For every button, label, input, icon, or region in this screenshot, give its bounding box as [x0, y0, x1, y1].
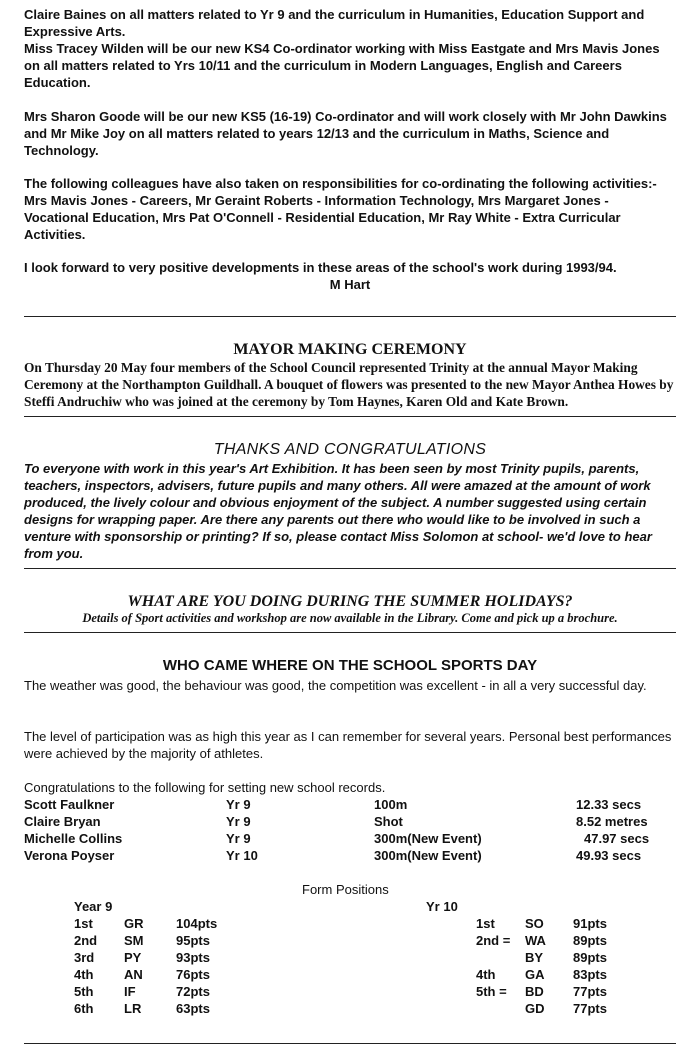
staff-paragraph-2: Miss Tracey Wilden will be our new KS4 Co-ordinator working with Miss Eastgate and Mrs Mavis Jones on all matters related to Yrs 10/11 and the curriculum in Modern Languages, English and Careers Education. [24, 41, 660, 90]
record-event: Shot [374, 814, 403, 829]
record-result: 47.97 secs [584, 831, 650, 846]
year10-label: Yr 10 [426, 899, 458, 914]
record-name: Claire Bryan [24, 814, 101, 829]
divider [24, 568, 676, 569]
form-position-row [0, 983, 700, 1000]
record-event: 300m(New Event) [374, 848, 482, 863]
year10-points: 89pts [573, 950, 607, 965]
year10-form: GA [525, 967, 545, 982]
divider [24, 1043, 676, 1044]
year9-form: AN [124, 967, 143, 982]
year10-points: 89pts [573, 933, 607, 948]
year9-points: 63pts [176, 1001, 210, 1016]
year10-points: 83pts [573, 967, 607, 982]
year9-label: Year 9 [74, 899, 113, 914]
record-result: 12.33 secs [576, 797, 642, 812]
year9-position: 4th [74, 967, 94, 982]
year9-form: GR [124, 916, 144, 931]
staff-paragraph-5: I look forward to very positive developments in these areas of the school's work during 1993/94. [24, 260, 617, 275]
year9-form: PY [124, 950, 142, 965]
mayor-body: On Thursday 20 May four members of the School Council represented Trinity at the annual Mayor Making Ceremony at the Northampton Guildhall. A bouquet of flowers was presented to the new Mayor Anthea Howes by Steffi Andruchiw who was joined at the ceremony by Tom Haynes, Karen Old and Kate Brown. [24, 360, 674, 409]
record-event: 100m [374, 797, 408, 812]
year10-points: 77pts [573, 984, 607, 999]
record-name: Scott Faulkner [24, 797, 115, 812]
year9-points: 72pts [176, 984, 210, 999]
thanks-heading: THANKS AND CONGRATULATIONS [213, 441, 487, 458]
mayor-heading: MAYOR MAKING CEREMONY [233, 341, 467, 358]
form-positions-title: Form Positions [302, 882, 389, 897]
signature: M Hart [329, 277, 371, 292]
record-row [0, 847, 700, 864]
year9-position: 5th [74, 984, 94, 999]
year10-points: 77pts [573, 1001, 607, 1016]
year9-points: 104pts [176, 916, 218, 931]
sports-paragraph-1: The weather was good, the behaviour was good, the competition was excellent - in all a very successful day. [24, 678, 647, 693]
year9-points: 93pts [176, 950, 210, 965]
record-year: Yr 9 [226, 797, 251, 812]
divider [24, 416, 676, 417]
year10-form: BD [525, 984, 544, 999]
record-year: Yr 10 [226, 848, 258, 863]
record-row [0, 830, 700, 847]
year10-form: WA [525, 933, 546, 948]
sports-paragraph-2: The level of participation was as high this year as I can remember for several years. Personal best performances were achieved by the majority of athletes. [24, 729, 672, 761]
record-year: Yr 9 [226, 831, 251, 846]
form-position-row [0, 915, 700, 932]
record-row [0, 796, 700, 813]
record-name: Verona Poyser [24, 848, 115, 863]
year10-position: 5th = [476, 984, 507, 999]
holidays-body: Details of Sport activities and workshop are now available in the Library. Come and pick up a brochure. [82, 611, 618, 625]
record-event: 300m(New Event) [374, 831, 482, 846]
year9-position: 2nd [74, 933, 98, 948]
holidays-heading: WHAT ARE YOU DOING DURING THE SUMMER HOLIDAYS? [127, 593, 573, 610]
year9-position: 3rd [74, 950, 95, 965]
year10-form: BY [525, 950, 544, 965]
records-intro: Congratulations to the following for setting new school records. [24, 780, 386, 795]
divider [24, 632, 676, 633]
record-name: Michelle Collins [24, 831, 123, 846]
year10-position: 1st [476, 916, 495, 931]
year10-position: 2nd = [476, 933, 511, 948]
form-position-row [0, 966, 700, 983]
form-position-row [0, 949, 700, 966]
staff-paragraph-1: Claire Baines on all matters related to Yr 9 and the curriculum in Humanities, Education Support and Expressive Arts. [24, 7, 645, 39]
year9-form: IF [124, 984, 136, 999]
year10-points: 91pts [573, 916, 607, 931]
year9-form: SM [124, 933, 144, 948]
year10-form: SO [525, 916, 544, 931]
year10-position: 4th [476, 967, 496, 982]
record-row [0, 813, 700, 830]
year10-form: GD [525, 1001, 545, 1016]
record-year: Yr 9 [226, 814, 251, 829]
staff-paragraph-3: Mrs Sharon Goode will be our new KS5 (16-19) Co-ordinator and will work closely with Mr John Dawkins and Mr Mike Joy on all matters related to years 12/13 and the curriculum in Maths, Science and Technology. [24, 109, 667, 158]
thanks-body: To everyone with work in this year's Art Exhibition. It has been seen by most Trinity pupils, parents, teachers, inspectors, advisers, future pupils and many others. All were amazed at the amount of work produced, the lively colour and obvious enjoyment of the subject. A number suggested using certain designs for wrapping paper. Are there any parents out there who would like to be involved in such a venture with sponsorship or printing? If so, please contact Miss Solomon at school- we'd love to hear from you. [24, 461, 652, 561]
form-position-row [0, 932, 700, 949]
sports-heading: WHO CAME WHERE ON THE SCHOOL SPORTS DAY [162, 657, 538, 674]
year9-points: 95pts [176, 933, 210, 948]
year9-position: 1st [74, 916, 93, 931]
divider [24, 316, 676, 317]
staff-paragraph-4: The following colleagues have also taken on responsibilities for co-ordinating the following activities:- Mrs Mavis Jones - Careers, Mr Geraint Roberts - Information Technology, Mrs Margaret Jones - Vocational Education, Mrs Pat O'Connell - Residential Education, Mr Ray White - Extra Curricular Activities. [24, 176, 657, 242]
year9-form: LR [124, 1001, 142, 1016]
year9-position: 6th [74, 1001, 94, 1016]
form-position-row [0, 1000, 700, 1017]
record-result: 8.52 metres [576, 814, 648, 829]
year9-points: 76pts [176, 967, 210, 982]
record-result: 49.93 secs [576, 848, 642, 863]
